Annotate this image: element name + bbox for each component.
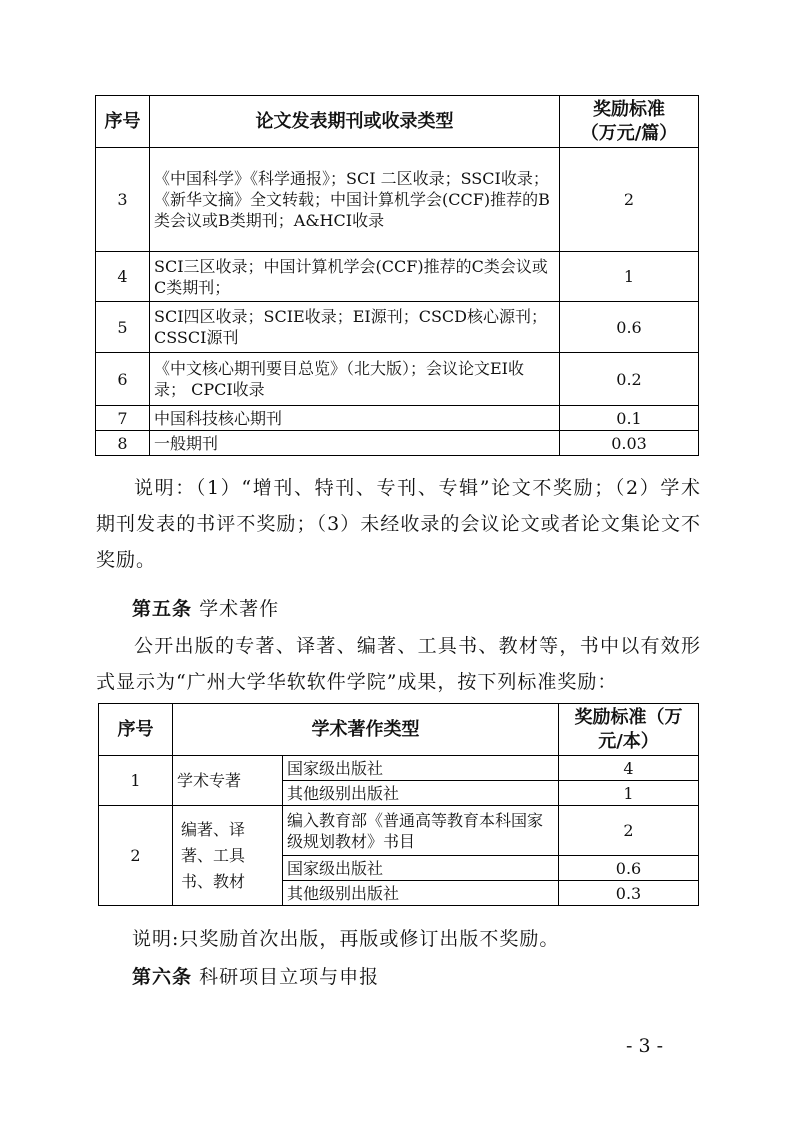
row-no: 7 xyxy=(96,406,150,431)
item-name: 编入教育部《普通高等教育本科国家级规划教材》书目 xyxy=(283,806,559,856)
row-amount: 0.6 xyxy=(560,302,699,353)
article-6-label: 第六条 xyxy=(132,966,193,988)
item-amount: 0.6 xyxy=(559,856,699,881)
header-type: 学术著作类型 xyxy=(173,704,559,756)
group-no: 2 xyxy=(99,806,173,906)
table-row xyxy=(96,431,699,456)
row-no: 6 xyxy=(96,353,150,406)
item-amount: 0.3 xyxy=(559,881,699,906)
item-amount: 4 xyxy=(559,756,699,781)
item-name: 国家级出版社 xyxy=(283,856,559,881)
item-name: 其他级别出版社 xyxy=(283,881,559,906)
table-row xyxy=(99,806,699,856)
row-amount: 1 xyxy=(560,252,699,302)
article-6-heading xyxy=(132,959,379,995)
page-number: - 3 - xyxy=(626,1035,664,1057)
row-no: 4 xyxy=(96,252,150,302)
item-amount: 2 xyxy=(559,806,699,856)
article-6-title: 科研项目立项与申报 xyxy=(199,966,380,988)
row-no: 8 xyxy=(96,431,150,456)
header-amount: 奖励标准 （万元/篇） xyxy=(560,96,699,148)
table-row xyxy=(96,406,699,431)
note-paragraph-2: 说明:只奖励首次出版，再版或修订出版不奖励。 xyxy=(132,928,560,950)
article-5-heading xyxy=(132,591,279,627)
row-no: 5 xyxy=(96,302,150,353)
item-name: 国家级出版社 xyxy=(283,756,559,781)
group-category: 学术专著 xyxy=(173,756,283,806)
row-no: 3 xyxy=(96,148,150,252)
table-row xyxy=(96,353,699,406)
table-row xyxy=(96,252,699,302)
header-amount: 奖励标准（万元/本） xyxy=(559,704,699,756)
group-no: 1 xyxy=(99,756,173,806)
book-reward-table xyxy=(98,703,699,906)
journal-reward-table xyxy=(95,95,699,456)
row-type: 一般期刊 xyxy=(150,431,560,456)
table-row xyxy=(96,302,699,353)
row-amount: 0.03 xyxy=(560,431,699,456)
article-5-title: 学术著作 xyxy=(199,598,280,620)
row-type: 《中文核心期刊要目总览》（北大版）；会议论文EI收录； CPCI收录 xyxy=(150,353,560,406)
row-amount: 2 xyxy=(560,148,699,252)
row-type: SCI三区收录；中国计算机学会(CCF)推荐的C类会议或C类期刊； xyxy=(150,252,560,302)
row-type: 《中国科学》《科学通报》；SCI 二区收录；SSCI收录；《新华文摘》全文转载；中国计算机学会(CCF)推荐的B类会议或B类期刊；A&HCI收录 xyxy=(150,148,560,252)
row-type: 中国科技核心期刊 xyxy=(150,406,560,431)
note-paragraph-1: 说明：（1）“增刊、特刊、专刊、专辑”论文不奖励；（2）学术期刊发表的书评不奖励；（3）未经收录的会议论文或者论文集论文不奖励。 xyxy=(96,477,701,571)
header-no: 序号 xyxy=(96,96,150,148)
table-row xyxy=(96,148,699,252)
group-category: 编著、译著、工具书、教材 xyxy=(173,806,283,906)
row-amount: 0.1 xyxy=(560,406,699,431)
row-type: SCI四区收录；SCIE收录；EI源刊；CSCD核心源刊；CSSCI源刊 xyxy=(150,302,560,353)
item-amount: 1 xyxy=(559,781,699,806)
article-5-label: 第五条 xyxy=(132,598,193,620)
row-amount: 0.2 xyxy=(560,353,699,406)
header-type: 论文发表期刊或收录类型 xyxy=(150,96,560,148)
article-5-paragraph: 公开出版的专著、译著、编著、工具书、教材等，书中以有效形式显示为“广州大学华软软件学院”成果，按下列标准奖励： xyxy=(96,635,701,693)
item-name: 其他级别出版社 xyxy=(283,781,559,806)
header-no: 序号 xyxy=(99,704,173,756)
table-row xyxy=(99,756,699,781)
